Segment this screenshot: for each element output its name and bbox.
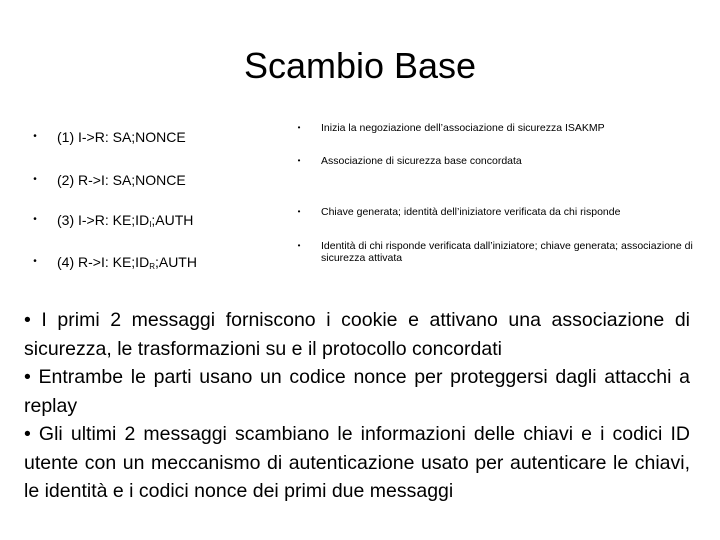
summary-paragraph: • Gli ultimi 2 messaggi scambiano le informazioni delle chiavi e i codici ID utente con un meccanismo di autenticazione usato per autenticare le chiavi, le identità e i codici nonce dei primi due messaggi (24, 423, 690, 502)
message-text-tail: ;AUTH (151, 212, 194, 228)
summary-paragraph: • Entrambe le parti usano un codice nonce per proteggersi dagli attacchi a replay (24, 366, 690, 417)
message-text-main: (1) I->R: SA;NONCE (57, 129, 186, 145)
message-text (57, 211, 193, 229)
bullet: • (297, 123, 301, 132)
description-text: Associazione di sicurezza base concordata (321, 155, 522, 167)
description-text: Identità di chi risponde verificata dall’iniziatore; chiave generata; associazione di sicurezza attivata (321, 240, 693, 264)
bullet: • (33, 131, 37, 142)
message-text-main: (3) I->R: KE;ID (57, 212, 150, 228)
description-text: Chiave generata; identità dell’iniziatore verificata da chi risponde (321, 206, 621, 218)
bullet: • (297, 156, 301, 165)
bullet: • (33, 214, 37, 225)
summary-paragraph: • I primi 2 messaggi forniscono i cookie e attivano una associazione di sicurezza, le trasformazioni su e il protocollo concordati (24, 309, 690, 360)
message-text-tail: ;AUTH (154, 254, 197, 270)
summary-text (24, 306, 690, 506)
message-text (57, 128, 186, 146)
message-subscript: I (149, 220, 152, 229)
description-text: Inizia la negoziazione dell’associazione di sicurezza ISAKMP (321, 122, 605, 134)
message-text-main: (4) R->I: KE;ID (57, 254, 150, 270)
message-text (57, 253, 197, 271)
bullet: • (297, 241, 301, 250)
message-text-main: (2) R->I: SA;NONCE (57, 172, 186, 188)
bullet: • (297, 207, 301, 216)
slide-title: Scambio Base (243, 45, 477, 86)
bullet: • (33, 174, 37, 185)
bullet: • (33, 256, 37, 267)
message-subscript: R (149, 262, 155, 271)
message-text (57, 171, 186, 189)
